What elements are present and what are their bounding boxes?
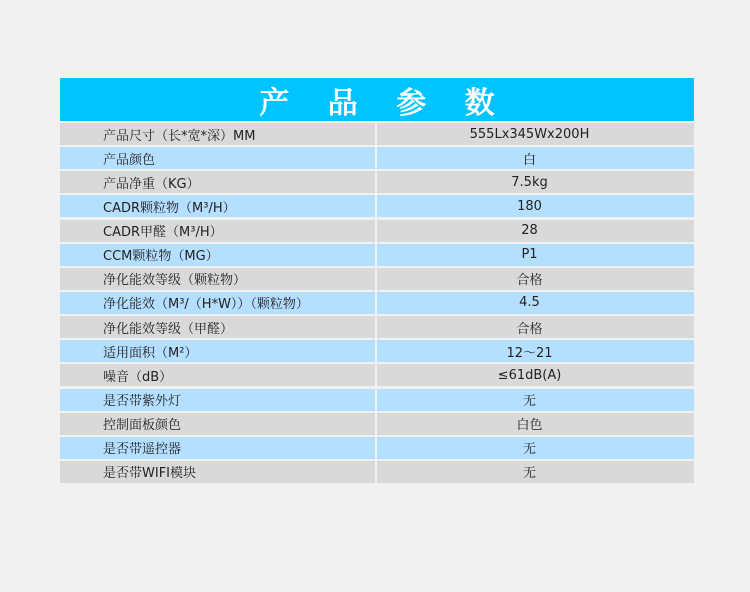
spec-label: 产品颜色 xyxy=(60,147,375,169)
table-row xyxy=(60,437,694,459)
page-title: 产 品 参 数 xyxy=(259,85,509,121)
spec-label: CCM颗粒物（MG） xyxy=(60,244,375,266)
table-row xyxy=(60,292,694,314)
spec-label: 产品尺寸（长*宽*深）MM xyxy=(60,123,375,145)
table-row xyxy=(60,123,694,145)
table-row xyxy=(60,171,694,193)
table-row xyxy=(60,147,694,169)
spec-label: CADR颗粒物（M³/H） xyxy=(60,195,375,217)
spec-value: 4.5 xyxy=(377,292,694,314)
spec-table xyxy=(60,78,694,485)
spec-label: 净化能效（M³/（H*W））（颗粒物） xyxy=(60,292,375,314)
spec-value: 合格 xyxy=(377,316,694,338)
spec-label: CADR甲醛（M³/H） xyxy=(60,220,375,242)
spec-label: 适用面积（M²） xyxy=(60,340,375,362)
spec-value: 180 xyxy=(377,195,694,217)
table-row xyxy=(60,220,694,242)
spec-label: 产品净重（KG） xyxy=(60,171,375,193)
table-row xyxy=(60,316,694,338)
spec-rows xyxy=(60,123,694,483)
spec-value: 合格 xyxy=(377,268,694,290)
spec-label: 净化能效等级（甲醛） xyxy=(60,316,375,338)
table-row xyxy=(60,268,694,290)
spec-value: 无 xyxy=(377,437,694,459)
spec-label: 净化能效等级（颗粒物） xyxy=(60,268,375,290)
spec-value: 白 xyxy=(377,147,694,169)
spec-label: 是否带紫外灯 xyxy=(60,389,375,411)
spec-value: 555Lx345Wx200H xyxy=(377,123,694,145)
table-row xyxy=(60,413,694,435)
table-row xyxy=(60,195,694,217)
spec-label: 是否带遥控器 xyxy=(60,437,375,459)
spec-value: 无 xyxy=(377,389,694,411)
spec-value: 白色 xyxy=(377,413,694,435)
spec-value: 12～21 xyxy=(377,340,694,362)
table-row xyxy=(60,461,694,483)
title-bar xyxy=(60,78,694,121)
spec-value: 28 xyxy=(377,220,694,242)
spec-label: 是否带WIFI模块 xyxy=(60,461,375,483)
spec-value: 无 xyxy=(377,461,694,483)
table-row xyxy=(60,364,694,386)
table-row xyxy=(60,340,694,362)
spec-value: P1 xyxy=(377,244,694,266)
spec-value: 7.5kg xyxy=(377,171,694,193)
spec-value: ≤61dB(A) xyxy=(377,364,694,386)
spec-label: 噪音（dB） xyxy=(60,364,375,386)
spec-label: 控制面板颜色 xyxy=(60,413,375,435)
table-row xyxy=(60,389,694,411)
table-row xyxy=(60,244,694,266)
